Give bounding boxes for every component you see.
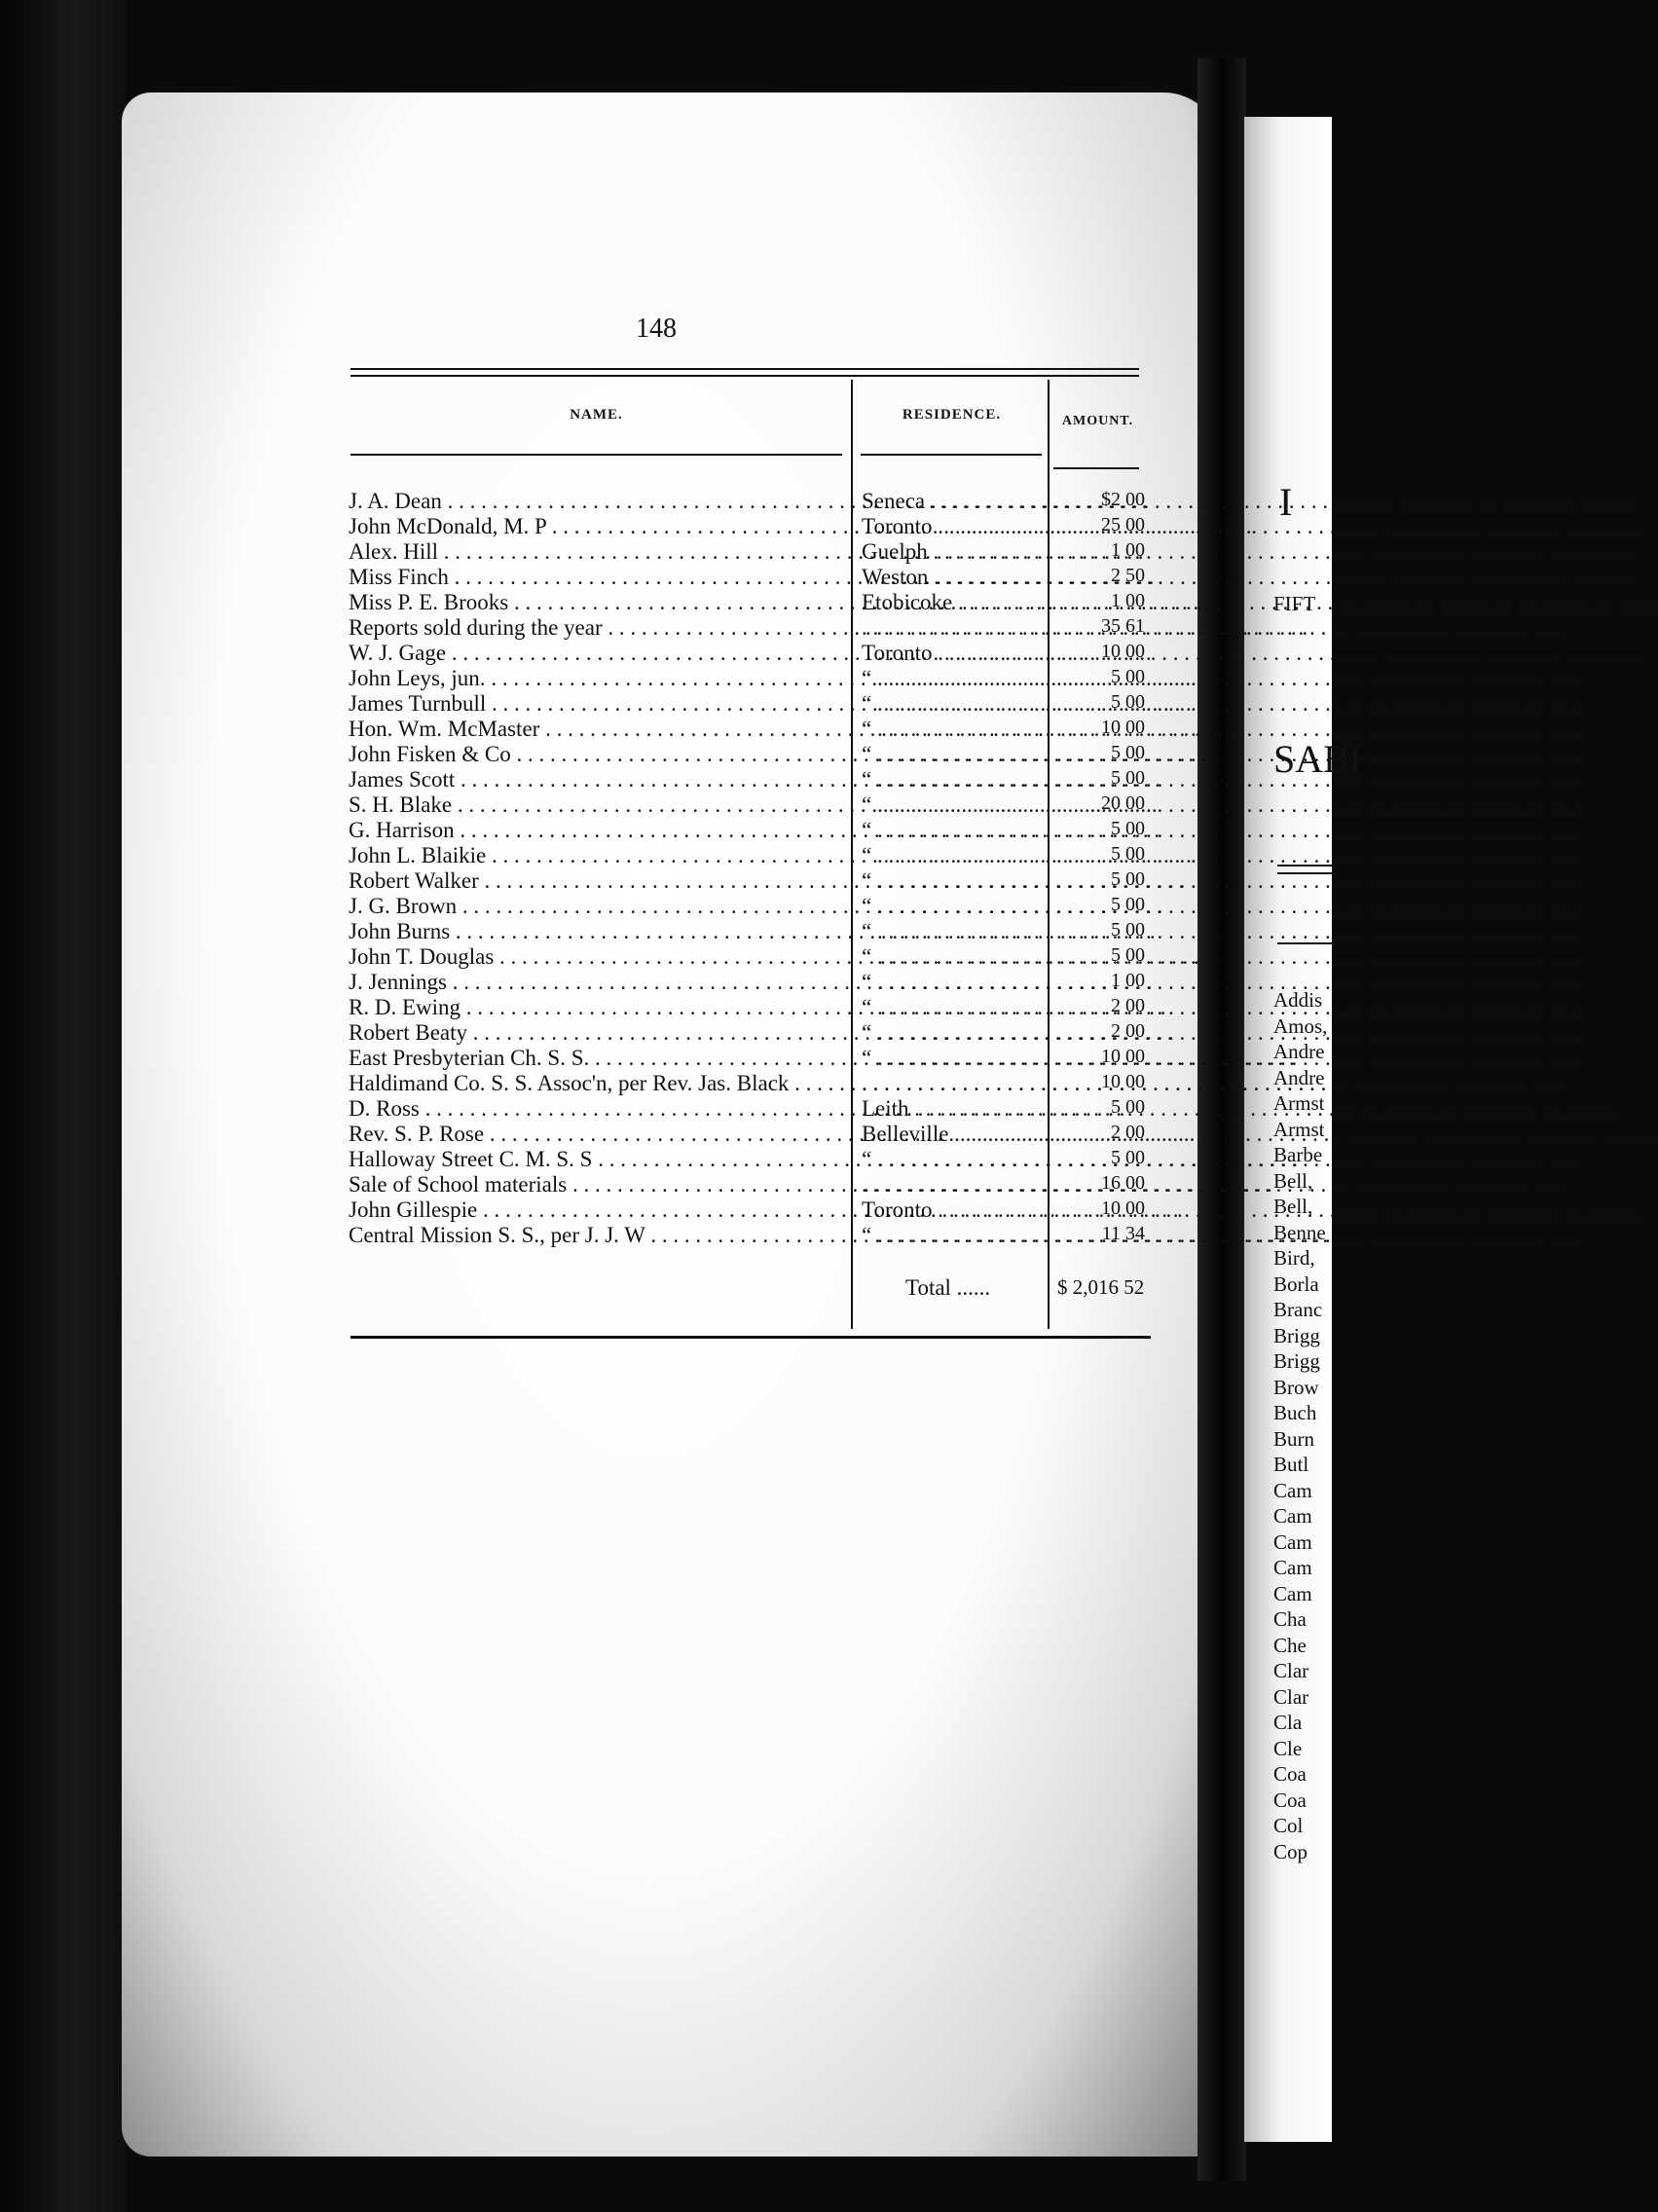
- donor-residence: “ . . .: [862, 868, 1047, 894]
- page-number: 148: [636, 313, 677, 344]
- donation-amount: 10 00: [1101, 717, 1145, 738]
- donation-amount: 5 00: [1111, 944, 1145, 966]
- donor-residence: [862, 1172, 1047, 1198]
- donation-amount: 2 00: [1111, 1122, 1145, 1143]
- donor-residence: “ . . .: [862, 843, 1047, 868]
- donor-name: Robert Beaty . . .: [349, 1020, 840, 1046]
- facing-page-name: Bell,: [1273, 1168, 1313, 1193]
- donation-amount: 1 00: [1111, 970, 1145, 991]
- donor-name: John Burns . . .: [349, 919, 840, 944]
- facing-page-name: Clar: [1273, 1659, 1309, 1682]
- donor-residence: “ . . .: [862, 717, 1047, 742]
- donor-name: James Turnbull . . .: [349, 691, 840, 717]
- donor-residence: “ . . .: [862, 691, 1047, 717]
- facing-page-name: Brow: [1273, 1375, 1319, 1399]
- facing-page-name: Cop: [1273, 1839, 1308, 1863]
- donation-amount: 5 00: [1111, 818, 1145, 839]
- table-bottom-rule: [350, 1336, 1151, 1339]
- facing-page-name: Coa: [1273, 1788, 1307, 1812]
- donor-name: R. D. Ewing . . .: [349, 995, 840, 1020]
- donor-residence: “ . . .: [862, 793, 1047, 818]
- facing-page-name: Addis: [1273, 988, 1323, 1012]
- donor-name: D. Ross . . .: [349, 1096, 840, 1122]
- donation-amount: 10 00: [1101, 1046, 1145, 1067]
- donor-name: Miss P. E. Brooks . . .: [349, 590, 840, 615]
- donor-residence: “ . . .: [862, 818, 1047, 843]
- donation-amount: 20 00: [1101, 793, 1145, 814]
- donor-residence: Toronto . . .: [862, 514, 1047, 539]
- donor-residence: “ . . .: [862, 742, 1047, 767]
- column-header-name: NAME.: [570, 407, 623, 423]
- donation-amount: 5 00: [1111, 843, 1145, 865]
- donor-name: John Gillespie . . .: [349, 1198, 840, 1223]
- donor-name: Hon. Wm. McMaster . . .: [349, 717, 840, 742]
- donor-residence: Seneca . . .: [862, 489, 1047, 514]
- donor-residence: “ . . .: [862, 944, 1047, 970]
- facing-page-heading: SABI: [1273, 737, 1363, 781]
- donor-name: John L. Blaikie . . .: [349, 843, 840, 868]
- facing-page-name: Branc: [1273, 1298, 1323, 1321]
- column-header-amount: AMOUNT.: [1061, 414, 1134, 428]
- donor-name: John Leys, jun. . . .: [349, 666, 840, 691]
- donation-amount: 2 00: [1111, 995, 1145, 1016]
- facing-page-name: Brigg: [1273, 1349, 1320, 1373]
- donation-amount: 16 00: [1101, 1172, 1145, 1194]
- donor-name: Miss Finch . . .: [349, 565, 840, 590]
- donor-residence: “ . . .: [862, 970, 1047, 995]
- donation-amount: 5 00: [1111, 868, 1145, 890]
- facing-page-name: Butl: [1273, 1453, 1309, 1476]
- facing-page-name: Bell,: [1273, 1195, 1313, 1218]
- donor-residence: “ . . .: [862, 1147, 1047, 1172]
- donation-amount: 5 00: [1111, 919, 1145, 940]
- facing-page-name: Buch: [1273, 1401, 1317, 1424]
- facing-page-name: Cam: [1273, 1504, 1312, 1528]
- column-header-residence: RESIDENCE.: [902, 407, 1002, 423]
- facing-page-name: Cam: [1273, 1530, 1312, 1554]
- facing-page-name: Borla: [1273, 1272, 1319, 1296]
- donor-name: Halloway Street C. M. S. S . . .: [349, 1147, 840, 1172]
- donation-amount: 35 61: [1101, 615, 1145, 637]
- donor-name: S. H. Blake . . .: [349, 793, 840, 818]
- donor-residence: “ . . .: [862, 666, 1047, 691]
- donation-amount: 5 00: [1111, 1096, 1145, 1118]
- facing-page-name: Amos,: [1273, 1014, 1328, 1038]
- facing-page-name: Col: [1273, 1814, 1304, 1837]
- donor-residence: “ . . .: [862, 995, 1047, 1020]
- donation-amount: 5 00: [1111, 767, 1145, 789]
- donor-name: Reports sold during the year . . .: [349, 615, 840, 641]
- table-top-rule: [350, 375, 1139, 377]
- donation-amount: 5 00: [1111, 1147, 1145, 1168]
- donor-name: Alex. Hill . . .: [349, 539, 840, 565]
- header-underline: [861, 454, 1042, 456]
- donation-amount: 10 00: [1101, 1071, 1145, 1092]
- table-top-rule: [350, 368, 1139, 370]
- donation-amount: 2 00: [1111, 1020, 1145, 1042]
- header-underline: [350, 454, 842, 456]
- donor-residence: Toronto . . .: [862, 1198, 1047, 1223]
- donor-residence: “ . . .: [862, 1020, 1047, 1046]
- donation-amount: 2 50: [1111, 565, 1145, 586]
- donor-name: Rev. S. P. Rose . . .: [349, 1122, 840, 1147]
- total-amount: $ 2,016 52: [1057, 1275, 1145, 1299]
- donor-name: W. J. Gage . . .: [349, 641, 840, 666]
- donation-amount: 25 00: [1101, 514, 1145, 535]
- donor-name: Sale of School materials . . .: [349, 1172, 840, 1198]
- facing-page-name: Cam: [1273, 1581, 1312, 1605]
- donation-amount: 1 00: [1111, 590, 1145, 611]
- donor-residence: “ . . .: [862, 919, 1047, 944]
- donation-amount: 1 00: [1111, 539, 1145, 561]
- facing-page-name: Andre: [1273, 1065, 1325, 1089]
- facing-page-name: Coa: [1273, 1762, 1307, 1786]
- donor-residence: Leith . . .: [862, 1096, 1047, 1122]
- donor-name: Robert Walker . . .: [349, 868, 840, 894]
- donor-name: John Fisken & Co . . .: [349, 742, 840, 767]
- facing-page-name: Cla: [1273, 1711, 1303, 1734]
- total-label: Total ......: [905, 1275, 991, 1300]
- donor-residence: Belleville . . .: [862, 1122, 1047, 1147]
- donor-residence: Etobicoke . . .: [862, 590, 1047, 615]
- donation-amount: 10 00: [1101, 641, 1145, 662]
- facing-page-name: Burn: [1273, 1426, 1314, 1451]
- donor-name: Central Mission S. S., per J. J. W . . .: [349, 1223, 840, 1248]
- facing-page-name: Bird,: [1273, 1246, 1315, 1270]
- donor-name: East Presbyterian Ch. S. S. . . .: [349, 1046, 840, 1071]
- facing-page-name: Cha: [1273, 1607, 1307, 1631]
- donor-residence: Guelph . . .: [862, 539, 1047, 565]
- donor-residence: “ . . .: [862, 767, 1047, 793]
- donor-residence: “ . . .: [862, 1046, 1047, 1071]
- donor-residence: “ . . .: [862, 894, 1047, 919]
- donor-name: John T. Douglas . . .: [349, 944, 840, 970]
- donation-amount: 11 34: [1101, 1223, 1145, 1244]
- donation-amount: 5 00: [1111, 666, 1145, 687]
- donor-name: J. G. Brown . . .: [349, 894, 840, 919]
- facing-page-name: Benne: [1273, 1220, 1326, 1244]
- facing-page-name: Armst: [1273, 1091, 1325, 1115]
- facing-page-name: Che: [1273, 1633, 1307, 1657]
- donation-amount: 5 00: [1111, 691, 1145, 713]
- donor-residence: [862, 1071, 1047, 1096]
- facing-page-name: Clar: [1273, 1684, 1309, 1709]
- facing-page-name: Cam: [1273, 1478, 1312, 1502]
- donor-name: J. A. Dean . . .: [349, 489, 840, 514]
- facing-page-title: I: [1279, 480, 1293, 524]
- facing-page-name: Barbe: [1273, 1143, 1323, 1166]
- facing-page-name: Andre: [1273, 1040, 1325, 1063]
- facing-page-name: Cle: [1273, 1736, 1303, 1760]
- donation-amount: 5 00: [1111, 742, 1145, 763]
- donor-residence: [862, 615, 1047, 641]
- donor-name: G. Harrison . . .: [349, 818, 840, 843]
- donor-residence: Toronto . . .: [862, 641, 1047, 666]
- donation-amount: 10 00: [1101, 1198, 1145, 1219]
- header-underline: [1053, 467, 1139, 469]
- donation-amount: 5 00: [1111, 894, 1145, 915]
- donor-name: James Scott . . .: [349, 767, 840, 793]
- donor-residence: “ . . .: [862, 1223, 1047, 1248]
- donor-residence: Weston . . .: [862, 565, 1047, 590]
- facing-page-name: Brigg: [1273, 1323, 1320, 1347]
- facing-page-name: Cam: [1273, 1556, 1312, 1579]
- donor-name: J. Jennings . . .: [349, 970, 840, 995]
- donor-name: John McDonald, M. P . . .: [349, 514, 840, 539]
- donation-amount: $2 00: [1101, 489, 1145, 510]
- donor-name: Haldimand Co. S. S. Assoc'n, per Rev. Jas. Black . . .: [349, 1071, 840, 1096]
- facing-page-subtitle: FIFT: [1273, 592, 1316, 615]
- facing-page-name: Armst: [1273, 1117, 1325, 1141]
